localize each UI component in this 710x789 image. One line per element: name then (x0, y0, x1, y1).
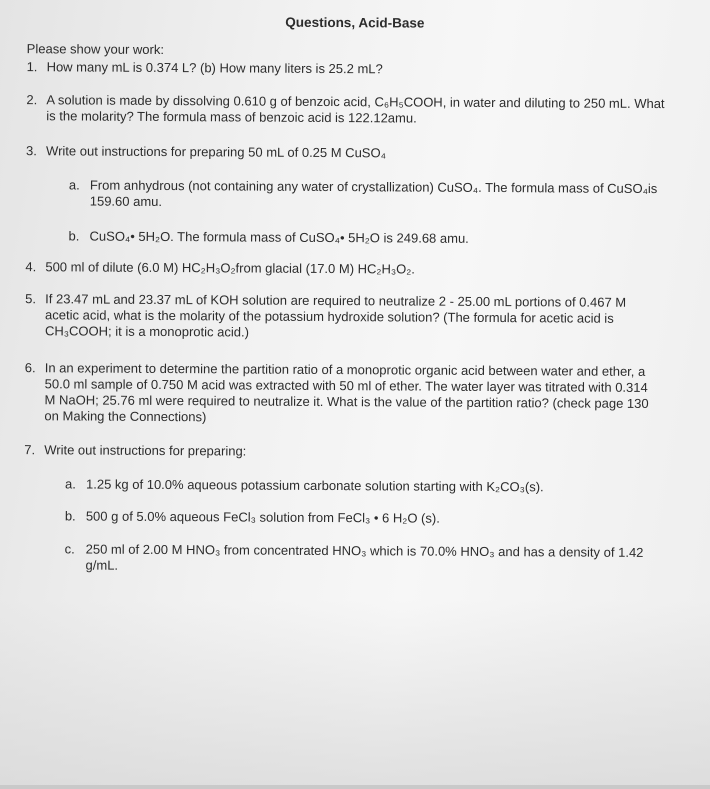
subquestion-label: c. (64, 541, 75, 557)
question-number: 3. (26, 143, 37, 159)
question-text-line: In an experiment to determine the partition ratio of a monoprotic organic acid between water and ether, a (44, 360, 646, 379)
subquestion-text: 500 g of 5.0% aqueous FeCl₃ solution from FeCl₃ • 6 H₂O (s). (85, 508, 440, 526)
subquestion-text: 1.25 kg of 10.0% aqueous potassium carbonate solution starting with K₂CO₃(s). (85, 476, 544, 495)
question-text: 500 ml of dilute (6.0 M) HC₂H₃O₂from glacial (17.0 M) HC₂H₃O₂. (45, 259, 416, 277)
question-text: How many mL is 0.374 L? (b) How many liters is 25.2 mL? (46, 59, 383, 77)
question-number: 6. (24, 360, 36, 376)
question-number: 1. (26, 59, 38, 75)
question-number: 5. (25, 291, 37, 307)
subquestion-text-line: 159.60 amu. (89, 193, 163, 209)
question-text: Write out instructions for preparing 50 mL of 0.25 M CuSO₄ (46, 143, 386, 161)
question-number: 2. (26, 92, 38, 108)
question-text-line: CH₃COOH; it is a monoprotic acid.) (44, 323, 249, 340)
question-text-line: on Making the Connections) (44, 408, 207, 425)
subquestion-label: a. (68, 177, 80, 193)
question-text-line: M NaOH; 25.76 ml were required to neutralize it. What is the value of the partition ratio? (check page 130 (44, 392, 649, 411)
question-number: 4. (25, 259, 37, 275)
subquestion-text-line: g/mL. (85, 557, 119, 573)
question-number: 7. (24, 442, 36, 458)
question-text-line: is the molarity? The formula mass of benzoic acid is 122.12amu. (46, 108, 417, 126)
question-text-line: A solution is made by dissolving 0.610 g of benzoic acid, C₆H₅COOH, in water and diluting to 250 mL. What (46, 92, 665, 112)
subquestion-text-line: From anhydrous (not containing any water of crystallization) CuSO₄. The formula mass of CuSO₄is (89, 177, 658, 197)
question-text-line: acetic acid, what is the molarity of the potassium hydroxide solution? (The formula for acetic acid is (45, 307, 614, 326)
subquestion-label: b. (68, 228, 80, 244)
question-text-line: 50.0 ml sample of 0.750 M acid was extracted with 50 ml of ether. The water layer was titrated with 0.314 (44, 376, 648, 395)
question-text-line: If 23.47 mL and 23.37 mL of KOH solution are required to neutralize 2 - 25.00 mL portions of 0.467 M (45, 291, 627, 310)
page-title: Questions, Acid-Base (285, 14, 425, 31)
subquestion-text: CuSO₄• 5H₂O. The formula mass of CuSO₄• 5H₂O is 249.68 amu. (89, 228, 469, 246)
question-text: Write out instructions for preparing: (44, 442, 247, 459)
subquestion-text-line: 250 ml of 2.00 M HNO₃ from concentrated HNO₃ which is 70.0% HNO₃ and has a density of 1.42 (85, 541, 644, 560)
subquestion-label: a. (64, 476, 76, 492)
instructions-text: Please show your work: (26, 41, 165, 58)
subquestion-label: b. (64, 508, 76, 524)
